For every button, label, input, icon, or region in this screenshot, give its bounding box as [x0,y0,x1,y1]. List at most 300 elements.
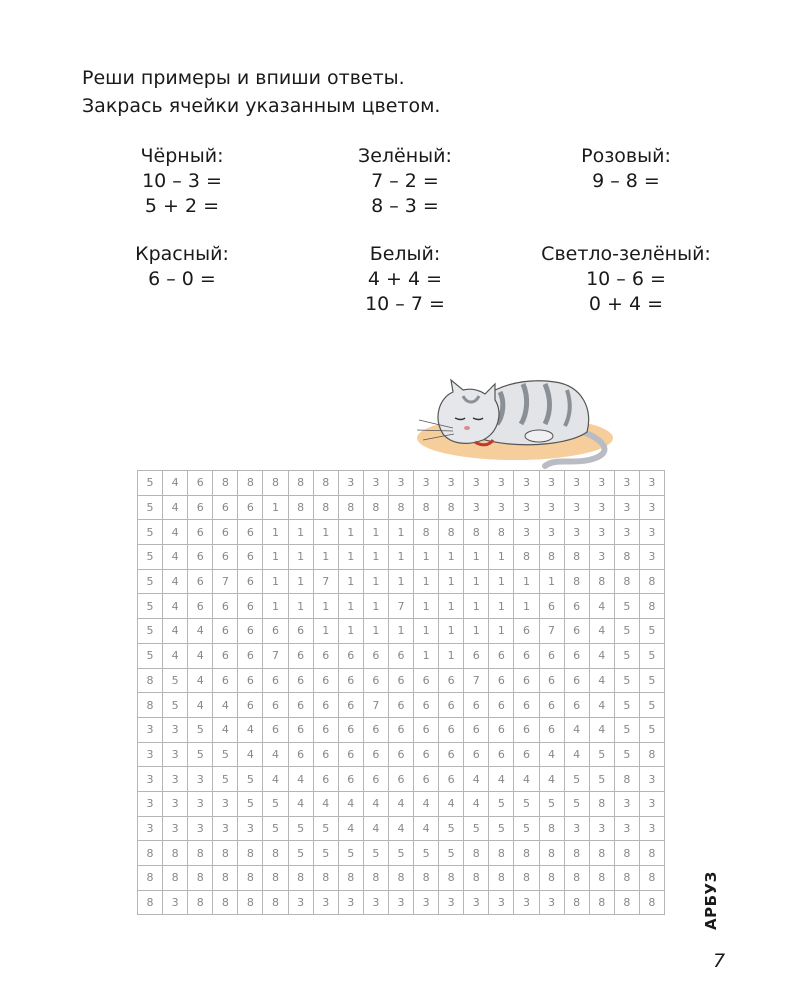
grid-cell[interactable]: 3 [238,816,263,841]
grid-cell[interactable]: 5 [639,668,664,693]
grid-cell[interactable]: 5 [138,619,163,644]
grid-cell[interactable]: 1 [288,569,313,594]
grid-cell[interactable]: 1 [263,545,288,570]
grid-cell[interactable]: 8 [138,693,163,718]
grid-cell[interactable]: 3 [514,495,539,520]
grid-cell[interactable]: 8 [614,569,639,594]
grid-cell[interactable]: 6 [238,643,263,668]
grid-cell[interactable]: 5 [238,791,263,816]
grid-cell[interactable]: 4 [589,717,614,742]
grid-cell[interactable]: 5 [514,816,539,841]
grid-cell[interactable]: 5 [639,717,664,742]
grid-cell[interactable]: 5 [414,841,439,866]
grid-cell[interactable]: 6 [564,643,589,668]
grid-cell[interactable]: 3 [138,717,163,742]
grid-cell[interactable]: 6 [464,742,489,767]
grid-cell[interactable]: 6 [514,693,539,718]
grid-cell[interactable]: 1 [439,545,464,570]
grid-cell[interactable]: 8 [439,495,464,520]
grid-cell[interactable]: 8 [188,841,213,866]
grid-cell[interactable]: 1 [464,545,489,570]
grid-cell[interactable]: 5 [163,668,188,693]
grid-cell[interactable]: 8 [288,471,313,496]
grid-cell[interactable]: 8 [188,890,213,915]
grid-cell[interactable]: 8 [464,866,489,891]
grid-cell[interactable]: 6 [489,742,514,767]
grid-cell[interactable]: 6 [464,717,489,742]
grid-cell[interactable]: 6 [464,643,489,668]
grid-cell[interactable]: 5 [138,471,163,496]
grid-cell[interactable]: 3 [188,816,213,841]
grid-cell[interactable]: 1 [514,594,539,619]
grid-cell[interactable]: 4 [338,816,363,841]
grid-cell[interactable]: 1 [489,569,514,594]
grid-cell[interactable]: 6 [263,668,288,693]
grid-cell[interactable]: 8 [539,816,564,841]
grid-cell[interactable]: 4 [313,791,338,816]
grid-cell[interactable]: 3 [589,471,614,496]
grid-cell[interactable]: 1 [338,520,363,545]
grid-cell[interactable]: 8 [614,841,639,866]
grid-cell[interactable]: 4 [464,767,489,792]
grid-cell[interactable]: 4 [213,693,238,718]
grid-cell[interactable]: 8 [539,545,564,570]
grid-cell[interactable]: 5 [639,619,664,644]
grid-cell[interactable]: 1 [439,569,464,594]
grid-cell[interactable]: 6 [489,693,514,718]
grid-cell[interactable]: 8 [614,890,639,915]
grid-cell[interactable]: 1 [338,619,363,644]
grid-cell[interactable]: 1 [514,569,539,594]
grid-cell[interactable]: 3 [614,520,639,545]
grid-cell[interactable]: 4 [464,791,489,816]
grid-cell[interactable]: 8 [238,890,263,915]
grid-cell[interactable]: 5 [439,816,464,841]
grid-cell[interactable]: 5 [288,841,313,866]
grid-cell[interactable]: 1 [414,619,439,644]
grid-cell[interactable]: 4 [238,742,263,767]
grid-cell[interactable]: 6 [213,668,238,693]
grid-cell[interactable]: 3 [589,816,614,841]
grid-cell[interactable]: 6 [388,742,413,767]
grid-cell[interactable]: 1 [539,569,564,594]
grid-cell[interactable]: 8 [414,495,439,520]
grid-cell[interactable]: 8 [589,841,614,866]
grid-cell[interactable]: 6 [514,643,539,668]
grid-cell[interactable]: 5 [614,668,639,693]
grid-cell[interactable]: 1 [263,594,288,619]
grid-cell[interactable]: 3 [414,890,439,915]
grid-cell[interactable]: 8 [414,520,439,545]
grid-cell[interactable]: 3 [188,791,213,816]
grid-cell[interactable]: 8 [213,471,238,496]
grid-cell[interactable]: 3 [564,471,589,496]
grid-cell[interactable]: 6 [363,643,388,668]
grid-cell[interactable]: 1 [388,569,413,594]
grid-cell[interactable]: 6 [238,668,263,693]
grid-cell[interactable]: 6 [313,717,338,742]
grid-cell[interactable]: 4 [514,767,539,792]
grid-cell[interactable]: 8 [188,866,213,891]
grid-cell[interactable]: 6 [238,619,263,644]
grid-cell[interactable]: 1 [363,520,388,545]
grid-cell[interactable]: 3 [539,471,564,496]
grid-cell[interactable]: 5 [138,545,163,570]
grid-cell[interactable]: 8 [514,841,539,866]
grid-cell[interactable]: 4 [188,693,213,718]
grid-cell[interactable]: 8 [589,890,614,915]
grid-cell[interactable]: 8 [238,841,263,866]
grid-cell[interactable]: 5 [589,742,614,767]
grid-cell[interactable]: 3 [288,890,313,915]
grid-cell[interactable]: 6 [363,742,388,767]
grid-cell[interactable]: 8 [639,841,664,866]
grid-cell[interactable]: 5 [263,816,288,841]
grid-cell[interactable]: 6 [338,767,363,792]
grid-cell[interactable]: 4 [363,791,388,816]
grid-cell[interactable]: 3 [639,545,664,570]
grid-cell[interactable]: 7 [213,569,238,594]
grid-cell[interactable]: 8 [263,890,288,915]
grid-cell[interactable]: 4 [188,643,213,668]
grid-cell[interactable]: 8 [539,866,564,891]
grid-cell[interactable]: 6 [564,693,589,718]
grid-cell[interactable]: 8 [639,569,664,594]
grid-cell[interactable]: 3 [188,767,213,792]
grid-cell[interactable]: 8 [539,841,564,866]
grid-cell[interactable]: 4 [238,717,263,742]
grid-cell[interactable]: 4 [489,767,514,792]
grid-cell[interactable]: 6 [564,619,589,644]
grid-cell[interactable]: 8 [489,841,514,866]
grid-cell[interactable]: 5 [138,643,163,668]
grid-cell[interactable]: 4 [288,791,313,816]
grid-cell[interactable]: 1 [489,594,514,619]
grid-cell[interactable]: 5 [263,791,288,816]
grid-cell[interactable]: 5 [163,693,188,718]
grid-cell[interactable]: 3 [213,791,238,816]
grid-cell[interactable]: 7 [313,569,338,594]
grid-cell[interactable]: 4 [589,643,614,668]
grid-cell[interactable]: 6 [514,742,539,767]
grid-cell[interactable]: 6 [188,594,213,619]
grid-cell[interactable]: 6 [238,495,263,520]
grid-cell[interactable]: 1 [414,545,439,570]
grid-cell[interactable]: 1 [414,594,439,619]
grid-cell[interactable]: 5 [614,717,639,742]
grid-cell[interactable]: 8 [589,866,614,891]
grid-cell[interactable]: 1 [489,619,514,644]
grid-cell[interactable]: 5 [564,767,589,792]
grid-cell[interactable]: 3 [489,471,514,496]
grid-cell[interactable]: 4 [564,742,589,767]
grid-cell[interactable]: 8 [564,569,589,594]
grid-cell[interactable]: 4 [414,816,439,841]
grid-cell[interactable]: 6 [338,742,363,767]
grid-cell[interactable]: 1 [363,619,388,644]
grid-cell[interactable]: 6 [564,594,589,619]
grid-cell[interactable]: 5 [614,693,639,718]
grid-cell[interactable]: 5 [489,816,514,841]
grid-cell[interactable]: 8 [138,890,163,915]
grid-cell[interactable]: 7 [388,594,413,619]
grid-cell[interactable]: 6 [414,668,439,693]
grid-cell[interactable]: 3 [213,816,238,841]
grid-cell[interactable]: 6 [564,668,589,693]
grid-cell[interactable]: 5 [188,742,213,767]
grid-cell[interactable]: 3 [163,767,188,792]
grid-cell[interactable]: 8 [313,495,338,520]
grid-cell[interactable]: 4 [439,791,464,816]
grid-cell[interactable]: 8 [263,471,288,496]
grid-cell[interactable]: 7 [464,668,489,693]
grid-cell[interactable]: 3 [163,717,188,742]
grid-cell[interactable]: 5 [138,594,163,619]
grid-cell[interactable]: 6 [213,520,238,545]
grid-cell[interactable]: 6 [514,668,539,693]
grid-cell[interactable]: 8 [514,545,539,570]
grid-cell[interactable]: 5 [464,816,489,841]
grid-cell[interactable]: 1 [414,569,439,594]
grid-cell[interactable]: 6 [539,717,564,742]
grid-cell[interactable]: 3 [489,495,514,520]
grid-cell[interactable]: 4 [414,791,439,816]
grid-cell[interactable]: 4 [163,471,188,496]
grid-cell[interactable]: 8 [213,890,238,915]
grid-cell[interactable]: 5 [363,841,388,866]
grid-cell[interactable]: 6 [539,668,564,693]
grid-cell[interactable]: 5 [614,742,639,767]
grid-cell[interactable]: 6 [514,717,539,742]
grid-cell[interactable]: 6 [313,693,338,718]
grid-cell[interactable]: 8 [313,471,338,496]
grid-cell[interactable]: 6 [338,693,363,718]
grid-cell[interactable]: 8 [589,791,614,816]
grid-cell[interactable]: 1 [288,594,313,619]
grid-cell[interactable]: 5 [388,841,413,866]
grid-cell[interactable]: 5 [313,841,338,866]
grid-cell[interactable]: 5 [213,767,238,792]
grid-cell[interactable]: 4 [338,791,363,816]
grid-cell[interactable]: 3 [514,520,539,545]
grid-cell[interactable]: 8 [163,841,188,866]
grid-cell[interactable]: 6 [489,668,514,693]
grid-cell[interactable]: 6 [439,693,464,718]
grid-cell[interactable]: 6 [439,767,464,792]
grid-cell[interactable]: 5 [439,841,464,866]
grid-cell[interactable]: 1 [363,569,388,594]
grid-cell[interactable]: 4 [213,717,238,742]
grid-cell[interactable]: 6 [388,717,413,742]
grid-cell[interactable]: 3 [464,495,489,520]
grid-cell[interactable]: 8 [614,866,639,891]
grid-cell[interactable]: 4 [539,742,564,767]
grid-cell[interactable]: 6 [263,693,288,718]
grid-cell[interactable]: 6 [213,594,238,619]
grid-cell[interactable]: 1 [263,569,288,594]
grid-cell[interactable]: 5 [489,791,514,816]
grid-cell[interactable]: 1 [363,545,388,570]
grid-cell[interactable]: 4 [564,717,589,742]
grid-cell[interactable]: 3 [338,471,363,496]
grid-cell[interactable]: 6 [313,643,338,668]
grid-cell[interactable]: 6 [388,668,413,693]
grid-cell[interactable]: 6 [363,668,388,693]
grid-cell[interactable]: 6 [288,742,313,767]
grid-cell[interactable]: 8 [213,841,238,866]
grid-cell[interactable]: 3 [138,742,163,767]
grid-cell[interactable]: 8 [138,841,163,866]
grid-cell[interactable]: 6 [439,717,464,742]
grid-cell[interactable]: 8 [564,866,589,891]
grid-cell[interactable]: 3 [388,890,413,915]
grid-cell[interactable]: 3 [564,495,589,520]
grid-cell[interactable]: 6 [288,717,313,742]
grid-cell[interactable]: 5 [313,816,338,841]
grid-cell[interactable]: 8 [564,841,589,866]
grid-cell[interactable]: 1 [338,594,363,619]
grid-cell[interactable]: 3 [489,890,514,915]
grid-cell[interactable]: 4 [263,767,288,792]
grid-cell[interactable]: 3 [163,890,188,915]
grid-cell[interactable]: 4 [163,594,188,619]
grid-cell[interactable]: 6 [263,619,288,644]
grid-cell[interactable]: 6 [539,693,564,718]
grid-cell[interactable]: 5 [639,643,664,668]
grid-cell[interactable]: 3 [589,495,614,520]
grid-cell[interactable]: 4 [589,594,614,619]
grid-cell[interactable]: 6 [338,668,363,693]
grid-cell[interactable]: 6 [363,717,388,742]
grid-cell[interactable]: 4 [363,816,388,841]
grid-cell[interactable]: 3 [388,471,413,496]
grid-cell[interactable]: 6 [288,643,313,668]
grid-cell[interactable]: 5 [614,643,639,668]
grid-cell[interactable]: 1 [388,619,413,644]
grid-cell[interactable]: 3 [614,471,639,496]
grid-cell[interactable]: 6 [263,717,288,742]
grid-cell[interactable]: 6 [489,643,514,668]
grid-cell[interactable]: 4 [388,791,413,816]
grid-cell[interactable]: 3 [138,767,163,792]
grid-cell[interactable]: 8 [163,866,188,891]
grid-cell[interactable]: 8 [639,866,664,891]
grid-cell[interactable]: 8 [489,520,514,545]
grid-cell[interactable]: 8 [464,520,489,545]
grid-cell[interactable]: 8 [313,866,338,891]
grid-cell[interactable]: 6 [338,717,363,742]
grid-cell[interactable]: 3 [464,471,489,496]
grid-cell[interactable]: 3 [564,816,589,841]
grid-cell[interactable]: 1 [338,545,363,570]
grid-cell[interactable]: 1 [338,569,363,594]
grid-cell[interactable]: 4 [163,569,188,594]
grid-cell[interactable]: 6 [213,545,238,570]
grid-cell[interactable]: 6 [414,693,439,718]
grid-cell[interactable]: 4 [288,767,313,792]
grid-cell[interactable]: 3 [514,471,539,496]
grid-cell[interactable]: 8 [213,866,238,891]
grid-cell[interactable]: 3 [138,791,163,816]
grid-cell[interactable]: 8 [439,520,464,545]
grid-cell[interactable]: 7 [363,693,388,718]
grid-cell[interactable]: 8 [388,866,413,891]
grid-cell[interactable]: 6 [238,594,263,619]
grid-cell[interactable]: 1 [313,520,338,545]
grid-cell[interactable]: 3 [363,471,388,496]
grid-cell[interactable]: 1 [439,619,464,644]
grid-cell[interactable]: 3 [414,471,439,496]
grid-cell[interactable]: 5 [138,495,163,520]
grid-cell[interactable]: 4 [589,619,614,644]
grid-cell[interactable]: 6 [388,767,413,792]
grid-cell[interactable]: 1 [414,643,439,668]
grid-cell[interactable]: 6 [439,668,464,693]
grid-cell[interactable]: 4 [263,742,288,767]
grid-cell[interactable]: 8 [388,495,413,520]
grid-cell[interactable]: 6 [238,520,263,545]
grid-cell[interactable]: 4 [388,816,413,841]
grid-cell[interactable]: 6 [213,643,238,668]
grid-cell[interactable]: 3 [639,816,664,841]
grid-cell[interactable]: 8 [564,890,589,915]
grid-cell[interactable]: 6 [213,495,238,520]
grid-cell[interactable]: 6 [313,668,338,693]
grid-cell[interactable]: 1 [363,594,388,619]
grid-cell[interactable]: 3 [439,890,464,915]
grid-cell[interactable]: 6 [388,693,413,718]
grid-cell[interactable]: 3 [639,520,664,545]
grid-cell[interactable]: 5 [288,816,313,841]
grid-cell[interactable]: 4 [188,619,213,644]
grid-cell[interactable]: 6 [514,619,539,644]
grid-cell[interactable]: 8 [138,866,163,891]
grid-cell[interactable]: 5 [188,717,213,742]
grid-cell[interactable]: 6 [238,569,263,594]
grid-cell[interactable]: 1 [313,594,338,619]
grid-cell[interactable]: 8 [288,866,313,891]
grid-cell[interactable]: 8 [363,495,388,520]
grid-cell[interactable]: 6 [188,569,213,594]
grid-cell[interactable]: 3 [539,890,564,915]
grid-cell[interactable]: 6 [238,693,263,718]
grid-cell[interactable]: 3 [639,471,664,496]
grid-cell[interactable]: 5 [514,791,539,816]
grid-cell[interactable]: 8 [138,668,163,693]
grid-cell[interactable]: 6 [188,545,213,570]
grid-cell[interactable]: 5 [639,693,664,718]
grid-cell[interactable]: 8 [589,569,614,594]
grid-cell[interactable]: 6 [388,643,413,668]
grid-cell[interactable]: 3 [514,890,539,915]
grid-cell[interactable]: 8 [614,767,639,792]
grid-cell[interactable]: 6 [213,619,238,644]
grid-cell[interactable]: 1 [464,569,489,594]
grid-cell[interactable]: 3 [614,816,639,841]
grid-cell[interactable]: 3 [163,791,188,816]
grid-cell[interactable]: 3 [614,791,639,816]
grid-cell[interactable]: 1 [288,520,313,545]
grid-cell[interactable]: 5 [564,791,589,816]
grid-cell[interactable]: 5 [589,767,614,792]
grid-cell[interactable]: 6 [188,495,213,520]
grid-cell[interactable]: 4 [589,668,614,693]
grid-cell[interactable]: 8 [263,841,288,866]
grid-cell[interactable]: 6 [313,767,338,792]
grid-cell[interactable]: 6 [464,693,489,718]
grid-cell[interactable]: 6 [414,717,439,742]
grid-cell[interactable]: 6 [188,520,213,545]
